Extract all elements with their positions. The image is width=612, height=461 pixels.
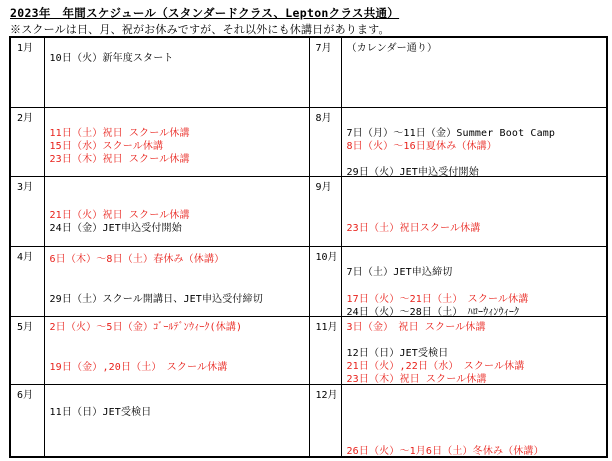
- month-cell: [10, 316, 44, 384]
- events-cell: [341, 107, 607, 176]
- event-line: 26日（火）～1月6日（土）冬休み（休講）: [346, 445, 544, 457]
- table-row: [10, 107, 607, 176]
- event-line: 7日（月）～11日（金）Summer Boot Camp: [346, 127, 556, 139]
- event-line: 11日（日）JET受検日: [49, 406, 152, 418]
- month-label: 1月: [17, 43, 34, 54]
- event-line: 24日（火）～28日（土） ﾊﾛｰｳｨﾝｳｨｰｸ: [346, 306, 520, 318]
- event-line: 7日（土）JET申込締切: [346, 266, 453, 278]
- schedule-note: ※スクールは日、月、祝がお休みですが、それ以外にも休講日があります。: [10, 23, 390, 36]
- events-cell: [341, 384, 607, 457]
- month-cell: [309, 246, 341, 316]
- event-line: 23日（土）祝日スクール休講: [346, 222, 481, 234]
- event-line: 17日（火）～21日（土） スクール休講: [346, 293, 529, 305]
- page-title: 2023年 年間スケジュール（スタンダードクラス、Leptonクラス共通）: [10, 6, 400, 20]
- event-line: 2日（火）～5日（金）ｺﾞｰﾙﾃﾞﾝｳｨｰｸ(休講): [49, 321, 243, 333]
- event-line: 11日（土）祝日 スクール休講: [49, 127, 190, 139]
- month-cell: [10, 246, 44, 316]
- month-cell: [309, 37, 341, 107]
- events-cell: [44, 316, 309, 384]
- event-line: 29日（土）スクール開講日、JET申込受付締切: [49, 293, 263, 305]
- month-cell: [309, 384, 341, 457]
- event-line: 15日（水）スクール休講: [49, 140, 164, 152]
- event-line: 24日（金）JET申込受付開始: [49, 222, 182, 234]
- events-cell: [44, 246, 309, 316]
- events-cell: [341, 37, 607, 107]
- event-line: 23日（木）祝日 スクール休講: [346, 373, 487, 385]
- event-line: （カレンダー通り）: [346, 43, 438, 54]
- month-label: 8月: [315, 112, 332, 124]
- event-line: 6日（木）～8日（土）春休み（休講）: [49, 253, 225, 265]
- month-cell: [309, 176, 341, 246]
- month-label: 2月: [17, 112, 34, 124]
- month-label: 7月: [315, 43, 332, 54]
- events-cell: [341, 246, 607, 316]
- event-line: 21日（火）祝日 スクール休講: [49, 209, 190, 221]
- events-cell: [341, 176, 607, 246]
- month-label: 9月: [315, 181, 332, 193]
- event-line: 23日（木）祝日 スクール休講: [49, 153, 190, 165]
- event-line: 21日（火）,22日（水） スクール休講: [346, 360, 525, 372]
- event-line: 10日（火）新年度スタート: [49, 53, 174, 64]
- month-label: 3月: [17, 181, 34, 193]
- events-cell: [44, 107, 309, 176]
- events-cell: [44, 37, 309, 107]
- month-cell: [10, 384, 44, 457]
- table-row: [10, 316, 607, 384]
- events-cell: [44, 176, 309, 246]
- events-cell: [44, 384, 309, 457]
- month-cell: [10, 176, 44, 246]
- month-label: 11月: [315, 321, 338, 333]
- month-label: 6月: [17, 389, 34, 401]
- event-line: 29日（火）JET申込受付開始: [346, 166, 479, 178]
- month-cell: [309, 107, 341, 176]
- event-line: 12日（日）JET受検日: [346, 347, 449, 359]
- month-label: 4月: [17, 251, 34, 263]
- events-cell: [341, 316, 607, 384]
- table-row: [10, 176, 607, 246]
- table-row: [10, 37, 607, 107]
- table-row: [10, 246, 607, 316]
- month-label: 10月: [315, 251, 338, 263]
- table-row: [10, 384, 607, 457]
- month-label: 12月: [315, 389, 338, 401]
- month-cell: [10, 107, 44, 176]
- schedule-table: [9, 36, 608, 458]
- event-line: 19日（金）,20日（土） スクール休講: [49, 361, 228, 373]
- event-line: 8日（火）～16日夏休み（休講）: [346, 140, 497, 152]
- month-cell: [309, 316, 341, 384]
- event-line: 3日（金） 祝日 スクール休講: [346, 321, 486, 333]
- month-label: 5月: [17, 321, 34, 333]
- month-cell: [10, 37, 44, 107]
